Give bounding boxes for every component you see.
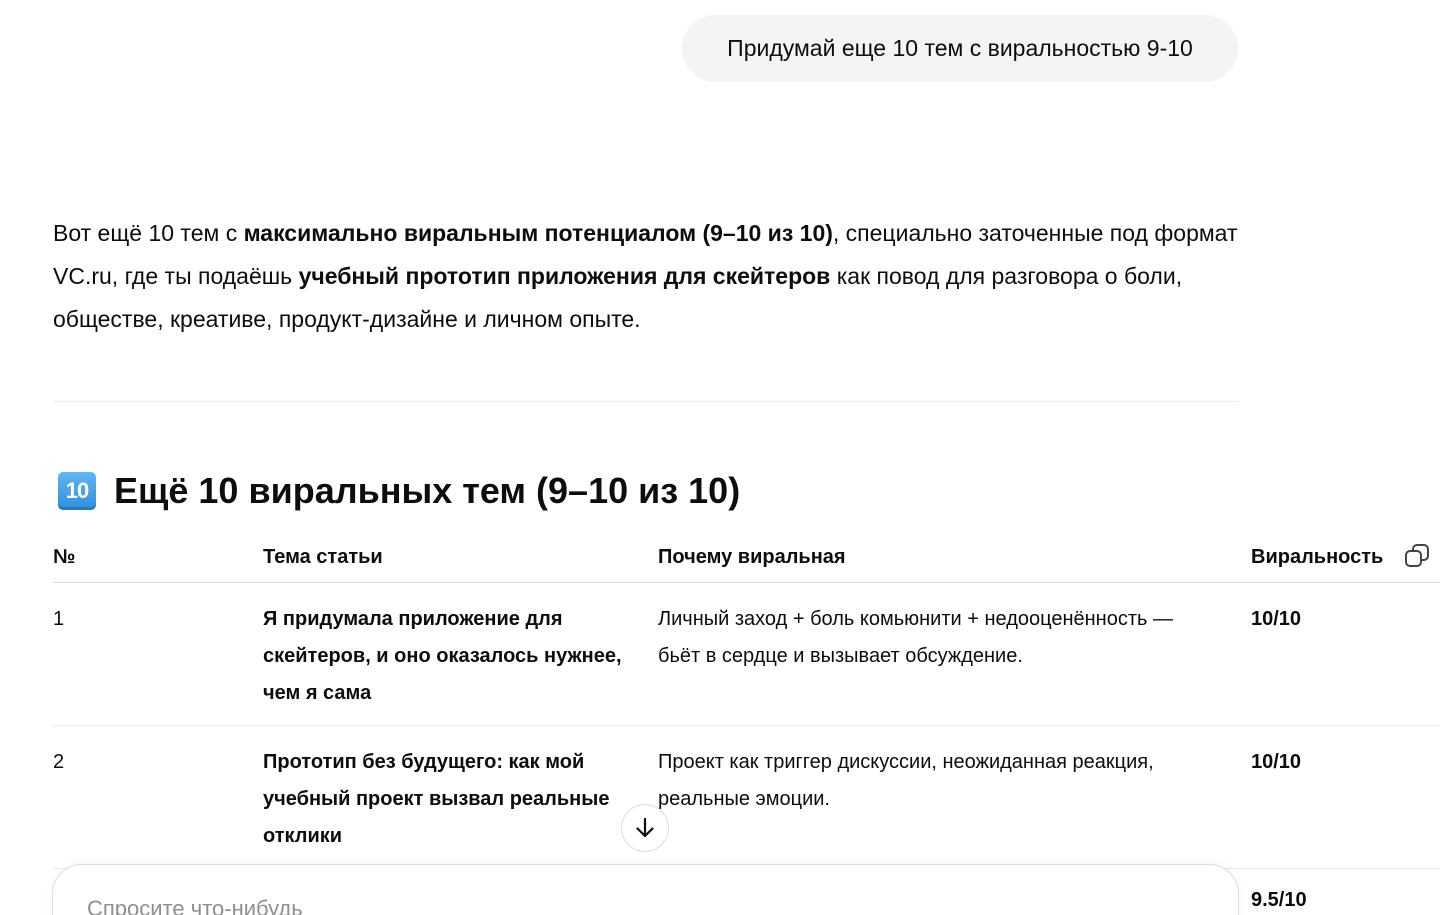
header-num: № bbox=[53, 546, 76, 568]
message-composer[interactable] bbox=[52, 864, 1239, 915]
cell-score: 10/10 bbox=[1251, 751, 1302, 773]
arrow-down-icon bbox=[633, 816, 657, 840]
header-score: Виральность bbox=[1251, 546, 1384, 568]
cell-why: Личный заход + боль комьюнити + недооценённость — бьёт в сердце и вызывает обсуждение. bbox=[658, 608, 1173, 667]
intro-bold-text: максимально виральным потенциалом (9–10 из 10) bbox=[243, 220, 833, 246]
section-divider bbox=[53, 401, 1239, 402]
cell-score: 10/10 bbox=[1251, 608, 1302, 630]
assistant-intro-paragraph bbox=[53, 212, 1253, 341]
cell-why: Проект как триггер дискуссии, неожиданная реакция, реальные эмоции. bbox=[658, 751, 1154, 810]
header-topic: Тема статьи bbox=[263, 546, 383, 568]
intro-text: Вот ещё 10 тем с bbox=[53, 220, 244, 246]
intro-text: , специально заточенные под формат VC.ru, где ты подаёшь bbox=[53, 220, 1238, 289]
scroll-to-bottom-button[interactable] bbox=[621, 804, 669, 852]
table-row bbox=[53, 583, 1440, 726]
table-header-row bbox=[53, 536, 1440, 583]
table-row bbox=[53, 726, 1440, 869]
copy-icon[interactable] bbox=[1403, 542, 1431, 570]
cell-num: 1 bbox=[53, 608, 65, 630]
intro-bold-text: учебный прототип приложения для скейтеров bbox=[298, 263, 831, 289]
header-why: Почему виральная bbox=[658, 546, 846, 568]
cell-topic: Прототип без будущего: как мой учебный проект вызвал реальные отклики bbox=[263, 751, 610, 847]
cell-topic: Я придумала приложение для скейтеров, и оно оказалось нужнее, чем я сама bbox=[263, 608, 622, 704]
user-message-text: Придумай еще 10 тем с виральностью 9-10 bbox=[727, 35, 1193, 61]
keycap-ten-icon: 10 bbox=[58, 472, 96, 510]
heading-title: Ещё 10 виральных тем (9–10 из 10) bbox=[114, 470, 741, 511]
section-heading bbox=[58, 468, 740, 514]
topics-table bbox=[53, 536, 1440, 869]
intro-text: как повод для разговора о боли, обществе, креативе, продукт-дизайне и личном опыте. bbox=[53, 263, 1183, 332]
prompt-input[interactable] bbox=[85, 895, 1189, 915]
user-message-bubble bbox=[682, 15, 1238, 82]
cell-score-partial: 9.5/10 bbox=[1251, 889, 1307, 911]
cell-num: 2 bbox=[53, 751, 65, 773]
